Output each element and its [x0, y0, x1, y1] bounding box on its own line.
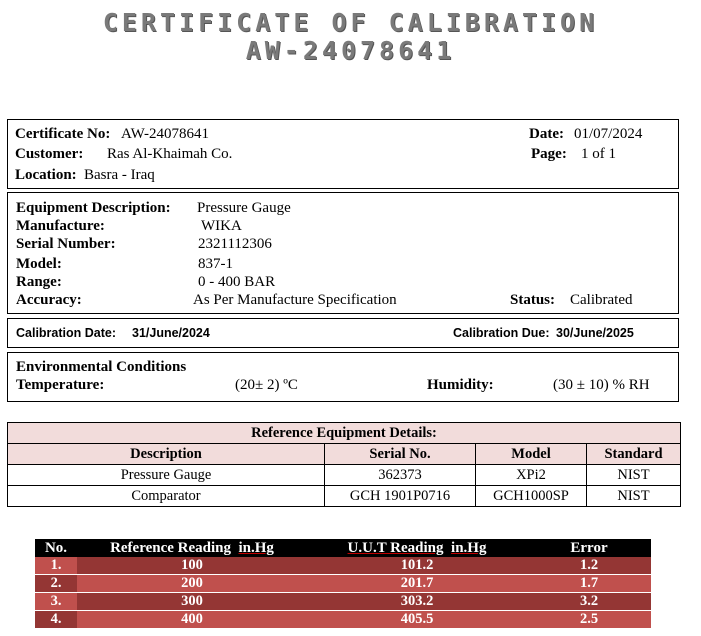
- table-cell: GCH 1901P0716: [325, 486, 476, 507]
- serial-value: 2321112306: [198, 236, 272, 252]
- column-header: Serial No.: [325, 444, 476, 465]
- table-row: [8, 486, 681, 507]
- header-box: [7, 119, 679, 189]
- reference-equipment-table: [7, 422, 681, 507]
- date-label: Date:: [529, 126, 564, 142]
- column-header-uut: [307, 539, 527, 557]
- accuracy-value: As Per Manufacture Specification: [193, 292, 397, 308]
- column-header: Model: [476, 444, 587, 465]
- table-row: [35, 611, 651, 629]
- environment-heading: Environmental Conditions: [16, 359, 187, 375]
- row-number: 2.: [35, 575, 77, 593]
- reference-title: Reference Equipment Details:: [8, 423, 681, 444]
- calibration-dates-box: [7, 318, 679, 348]
- customer-value: Ras Al-Khaimah Co.: [107, 146, 233, 162]
- manufacture-label: Manufacture:: [16, 218, 105, 234]
- table-row: [35, 557, 651, 575]
- table-cell: NIST: [587, 465, 681, 486]
- column-header-reference: [77, 539, 307, 557]
- column-header-no: No.: [35, 539, 77, 557]
- temperature-label: Temperature:: [16, 377, 105, 393]
- temperature-value: (20± 2) ºC: [235, 377, 298, 393]
- location-value: Basra - Iraq: [84, 167, 155, 183]
- table-cell: XPi2: [476, 465, 587, 486]
- equipment-desc-label: Equipment Description:: [16, 200, 171, 216]
- status-label: Status:: [510, 292, 556, 308]
- reference-reading: 100: [77, 557, 307, 575]
- calibration-date-label: Calibration Date:: [16, 326, 117, 340]
- status-value: Calibrated: [570, 292, 633, 308]
- reference-reading-label: Reference Reading: [110, 539, 231, 556]
- date-value: 01/07/2024: [574, 126, 643, 142]
- range-value: 0 - 400 BAR: [198, 274, 276, 290]
- range-label: Range:: [16, 274, 62, 290]
- table-cell: 362373: [325, 465, 476, 486]
- reference-unit: in.Hg: [238, 539, 274, 556]
- row-number: 4.: [35, 611, 77, 629]
- uut-reading-label: U.U.T Reading: [347, 539, 444, 556]
- uut-reading: 101.2: [307, 557, 527, 575]
- environment-box: [7, 352, 679, 402]
- calibration-due-label: Calibration Due:: [453, 326, 550, 340]
- table-row: [8, 465, 681, 486]
- location-label: Location:: [15, 167, 77, 183]
- table-row: [35, 575, 651, 593]
- uut-reading: 405.5: [307, 611, 527, 629]
- error-value: 1.2: [527, 557, 651, 575]
- humidity-label: Humidity:: [427, 377, 494, 393]
- cert-no-value: AW-24078641: [121, 126, 209, 142]
- page-value: 1 of 1: [581, 146, 616, 162]
- customer-label: Customer:: [15, 146, 84, 162]
- error-value: 1.7: [527, 575, 651, 593]
- error-value: 2.5: [527, 611, 651, 629]
- reference-reading: 200: [77, 575, 307, 593]
- row-number: 1.: [35, 557, 77, 575]
- certificate-number-title: AW-24078641: [245, 36, 456, 65]
- manufacture-value: WIKA: [201, 218, 242, 234]
- table-row: [35, 593, 651, 611]
- reference-reading: 400: [77, 611, 307, 629]
- accuracy-label: Accuracy:: [16, 292, 82, 308]
- calibration-results-table: [35, 539, 651, 629]
- error-value: 3.2: [527, 593, 651, 611]
- calibration-due-value: 30/June/2025: [556, 326, 634, 340]
- reference-reading: 300: [77, 593, 307, 611]
- uut-reading: 303.2: [307, 593, 527, 611]
- column-header-error: Error: [527, 539, 651, 557]
- page-label: Page:: [531, 146, 567, 162]
- equipment-desc-value: Pressure Gauge: [197, 200, 291, 216]
- column-header: Standard: [587, 444, 681, 465]
- calibration-date-value: 31/June/2024: [132, 326, 210, 340]
- model-label: Model:: [16, 256, 62, 272]
- uut-reading: 201.7: [307, 575, 527, 593]
- table-cell: Comparator: [8, 486, 325, 507]
- humidity-value: (30 ± 10) % RH: [553, 377, 650, 393]
- table-cell: NIST: [587, 486, 681, 507]
- table-cell: GCH1000SP: [476, 486, 587, 507]
- cert-no-label: Certificate No:: [15, 126, 111, 142]
- column-header: Description: [8, 444, 325, 465]
- certificate-title: CERTIFICATE OF CALIBRATION: [102, 8, 599, 37]
- model-value: 837-1: [198, 256, 233, 272]
- uut-unit: in.Hg: [451, 539, 487, 556]
- equipment-box: [7, 192, 679, 314]
- row-number: 3.: [35, 593, 77, 611]
- serial-label: Serial Number:: [16, 236, 116, 252]
- table-cell: Pressure Gauge: [8, 465, 325, 486]
